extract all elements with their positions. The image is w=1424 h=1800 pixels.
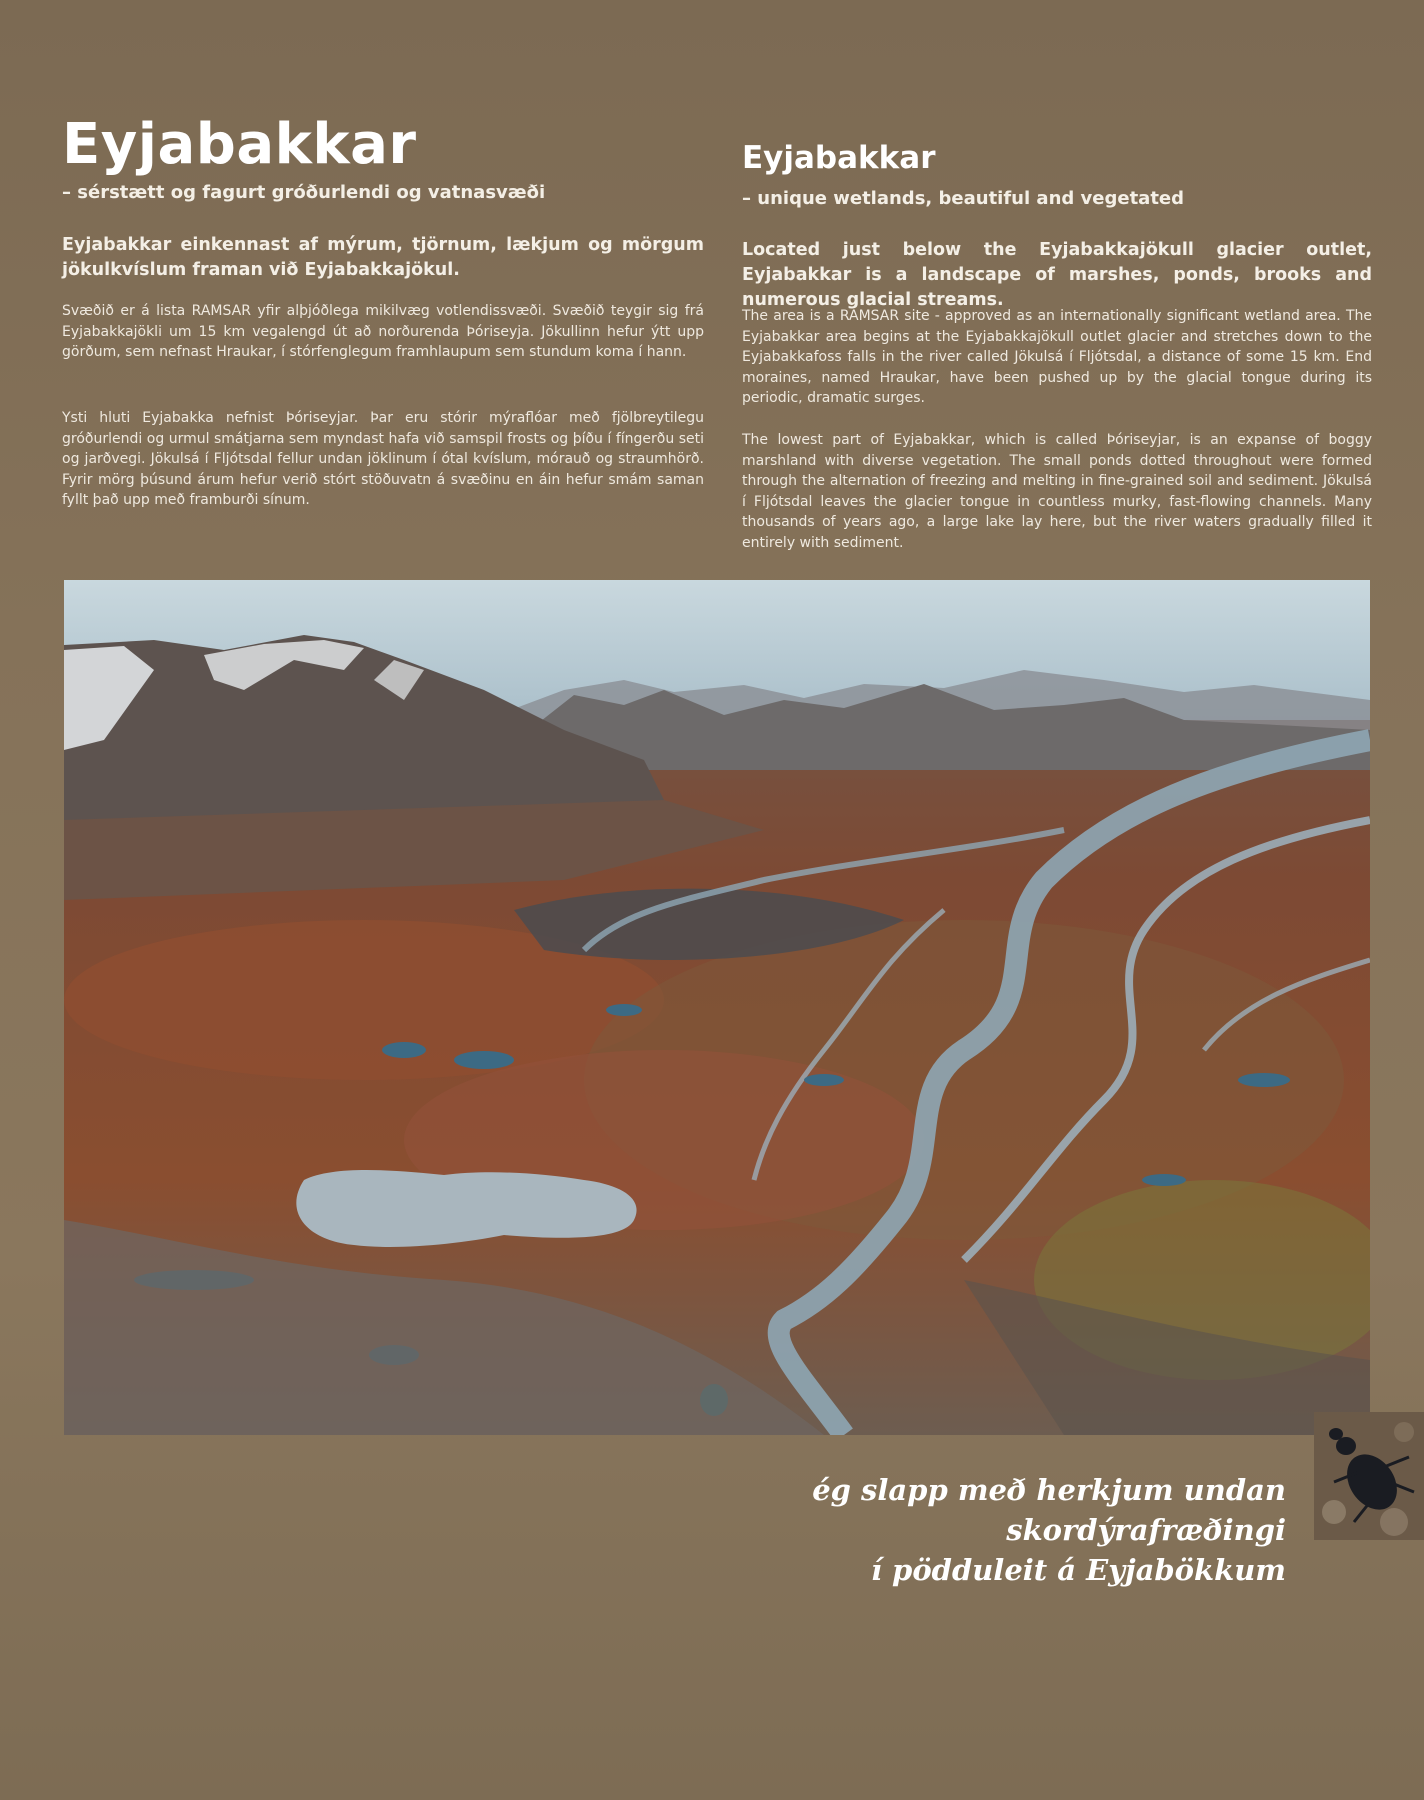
- english-paragraph-1: The area is a RAMSAR site - approved as an internationally significant wetland area. The Eyjabakkar area begins at the Eyjabakkajökull outlet glacier and stretches down to the Eyjabakkafoss falls in the river called Jökulsá í Fljótsdal, a distance of some 15 km. End moraines, named Hraukar, have been pushed up by the glacial tongue during its periodic, dramatic surges.: [742, 308, 1372, 406]
- english-title: Eyjabakkar: [742, 140, 936, 176]
- english-paragraph-2: The lowest part of Eyjabakkar, which is called Þóriseyjar, is an expanse of boggy marshland with diverse vegetation. The small ponds dotted throughout were formed through the alternation of freezing and melting in fine-grained soil and sediment. Jökulsá í Fljótsdal leaves the glacier tongue in countless murky, fast-flowing channels. Many thousands of years ago, a large lake lay here, but the river waters gradually filled it entirely with sediment.: [742, 432, 1372, 551]
- quote-line-2: í pödduleit á Eyjabökkum: [870, 1553, 1286, 1587]
- icelandic-subtitle: – sérstætt og fagurt gróðurlendi og vatnasvæði: [62, 182, 546, 203]
- aerial-landscape-photo: [64, 580, 1370, 1435]
- beetle-photo: [1314, 1412, 1424, 1540]
- icelandic-lead: Eyjabakkar einkennast af mýrum, tjörnum, lækjum og mörgum jökulkvíslum framan við Eyjabakkajökul.: [62, 235, 704, 280]
- beetle-quote: [586, 1470, 1286, 1590]
- icelandic-paragraph-1: Svæðið er á lista RAMSAR yfir alþjóðlega mikilvæg votlendissvæði. Svæðið teygir sig frá Eyjabakkajökli um 15 km vegalengd út að norðurenda Þóriseyja. Jökullinn hefur ýtt upp görðum, sem nefnast Hraukar, í stórfenglegum framhlaupum sem stundum koma í hann.: [62, 303, 704, 360]
- icelandic-paragraph-2: Ysti hluti Eyjabakka nefnist Þóriseyjar. Þar eru stórir mýraflóar með fjölbreytilegu gróðurlendi og urmul smátjarna sem myndast hafa við samspil frosts og þíðu í fíngerðu seti og jarðvegi. Jökulsá í Fljótsdal fellur undan jöklinum í ótal kvíslum, mórauð og straumhörð. Fyrir mörg þúsund árum hefur verið stórt stöðuvatn á svæðinu en áin hefur smám saman fyllt það upp með framburði sínum.: [62, 410, 704, 508]
- english-subtitle: – unique wetlands, beautiful and vegetated: [742, 188, 1185, 209]
- quote-line-1: ég slapp með herkjum undan skordýrafræðingi: [812, 1473, 1286, 1547]
- icelandic-title: Eyjabakkar: [62, 112, 417, 177]
- english-lead: Located just below the Eyjabakkajökull glacier outlet, Eyjabakkar is a landscape of marshes, ponds, brooks and numerous glacial streams.: [742, 240, 1372, 310]
